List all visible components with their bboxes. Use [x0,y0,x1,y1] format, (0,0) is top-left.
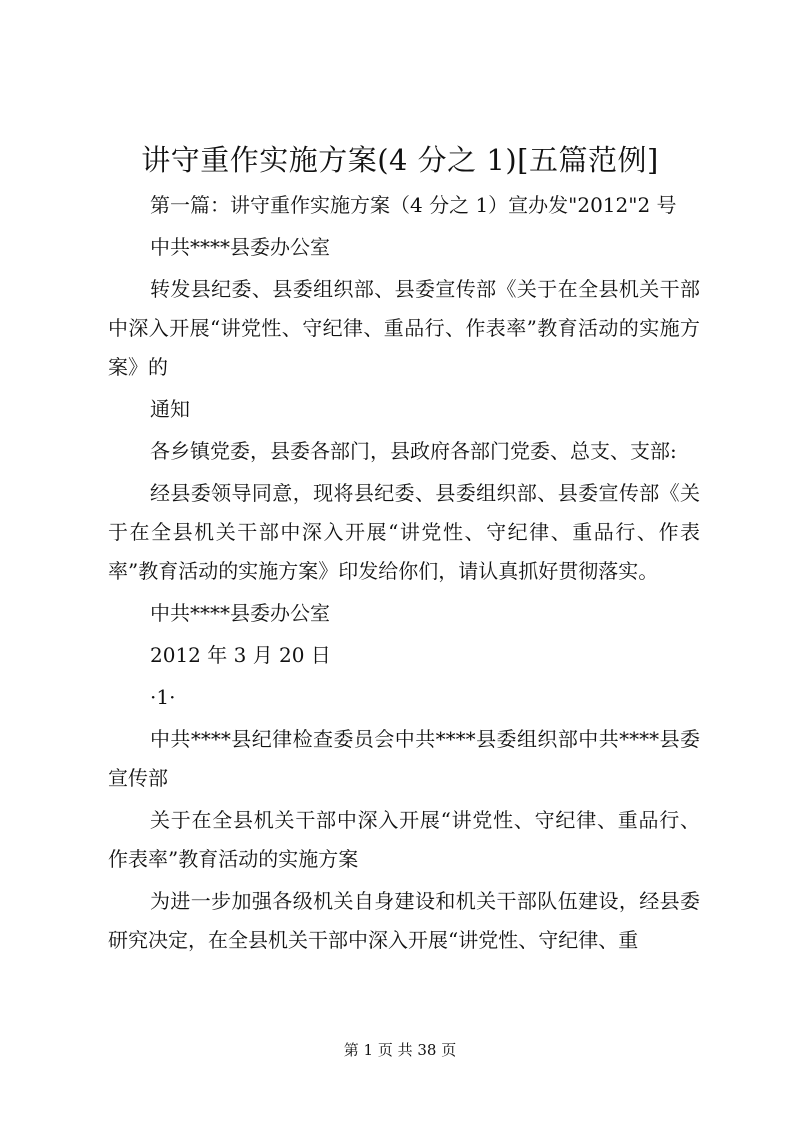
paragraph-body-instruction: 经县委领导同意，现将县纪委、县委组织部、县委宣传部《关于在全县机关干部中深入开展“讲党性、守纪律、重品行、作表率”教育活动的实施方案》印发给你们，请认真抓好贯彻落实。 [108,481,700,583]
document-body [108,186,700,963]
paragraph-issuing-bodies: 中共****县纪律检查委员会中共****县委组织部中共****县委宣传部 [108,727,700,790]
paragraph-plan-intro: 为进一步加强各级机关自身建设和机关干部队伍建设，经县委研究决定，在全县机关干部中深入开展“讲党性、守纪律、重 [108,889,700,952]
document-title: 讲守重作实施方案(4 分之 1)[五篇范例] [141,143,659,177]
paragraph-page-marker: ·1· [150,685,176,709]
paragraph-heading-first-article: 第一篇：讲守重作实施方案（4 分之 1）宣办发"2012"2 号 [150,193,677,217]
paragraph-recipients: 各乡镇党委，县委各部门，县政府各部门党委、总支、支部: [150,439,677,463]
paragraph-signature-office: 中共****县委办公室 [150,601,330,625]
paragraph-plan-title: 关于在全县机关干部中深入开展“讲党性、守纪律、重品行、作表率”教育活动的实施方案 [108,808,700,871]
page-footer: 第 1 页 共 38 页 [343,1041,457,1059]
paragraph-issuer: 中共****县委办公室 [150,235,330,259]
paragraph-notice: 通知 [150,397,190,421]
paragraph-forward-subject: 转发县纪委、县委组织部、县委宣传部《关于在全县机关干部中深入开展“讲党性、守纪律、重品行、作表率”教育活动的实施方案》的 [108,277,700,379]
paragraph-date: 2012 年 3 月 20 日 [150,643,331,667]
